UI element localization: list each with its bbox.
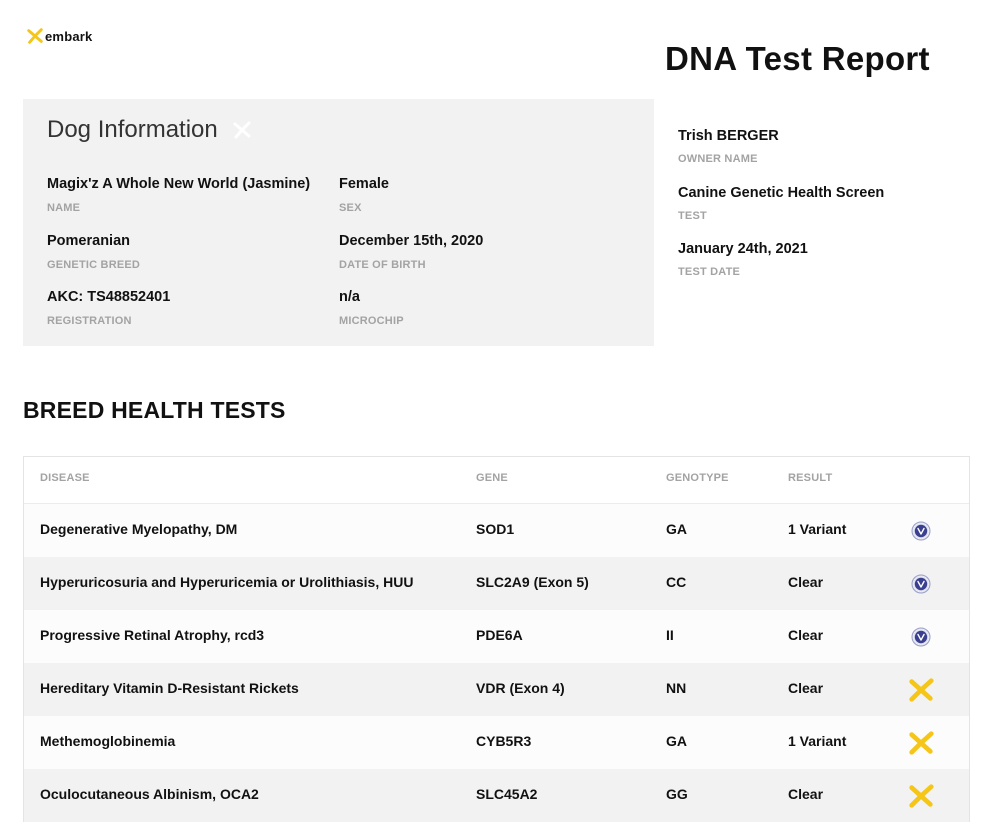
- dog-dob-label: DATE OF BIRTH: [339, 259, 426, 271]
- dog-breed-label: GENETIC BREED: [47, 259, 141, 271]
- table-row: [24, 557, 969, 610]
- dog-registration-value: AKC: TS48852401: [47, 289, 171, 305]
- ofa-seal-icon: [907, 570, 935, 598]
- disease-cell: Progressive Retinal Atrophy, rcd3: [40, 627, 265, 643]
- result-cell: Clear: [788, 627, 824, 643]
- disease-cell: Degenerative Myelopathy, DM: [40, 521, 238, 537]
- disease-cell: Methemoglobinemia: [40, 733, 176, 749]
- table-row: [24, 716, 969, 769]
- test-date-field: [678, 241, 808, 278]
- gene-cell: VDR (Exon 4): [476, 680, 565, 696]
- column-header-genotype: GENOTYPE: [666, 472, 729, 484]
- ofa-seal-icon: [907, 623, 935, 651]
- disease-cell: Oculocutaneous Albinism, OCA2: [40, 786, 259, 802]
- gene-cell: CYB5R3: [476, 733, 532, 749]
- embark-star-icon: [907, 676, 935, 704]
- gene-cell: SOD1: [476, 521, 515, 537]
- dog-name-label: NAME: [47, 202, 81, 214]
- dog-breed-field: [47, 233, 140, 271]
- result-cell: 1 Variant: [788, 733, 847, 749]
- dog-breed-value: Pomeranian: [47, 233, 130, 249]
- test-field: [678, 185, 884, 222]
- dog-information-heading: [47, 116, 252, 144]
- breed-health-tests-title: BREED HEALTH TESTS: [23, 397, 286, 423]
- dog-registration-field: [47, 289, 170, 327]
- test-value: Canine Genetic Health Screen: [678, 185, 885, 201]
- ofa-seal-icon: [907, 517, 935, 545]
- dog-sex-value: Female: [339, 176, 389, 192]
- table-row: [24, 504, 969, 557]
- embark-star-icon: [907, 782, 935, 810]
- genotype-cell: NN: [666, 680, 687, 696]
- table-header: [24, 457, 969, 504]
- dog-dob-field: [339, 233, 483, 271]
- dog-dob-value: December 15th, 2020: [339, 233, 484, 249]
- dog-microchip-field: [339, 289, 404, 327]
- dog-name-field: [47, 176, 310, 214]
- dog-sex-field: [339, 176, 389, 214]
- owner-name-value: Trish BERGER: [678, 128, 779, 144]
- table-row: [24, 663, 969, 716]
- table-row: [24, 769, 969, 822]
- embark-star-faded-icon: [232, 120, 252, 140]
- disease-cell: Hereditary Vitamin D-Resistant Rickets: [40, 680, 299, 696]
- genotype-cell: GG: [666, 786, 688, 802]
- embark-star-icon: [26, 27, 44, 45]
- dog-microchip-label: MICROCHIP: [339, 315, 404, 327]
- embark-star-icon: [907, 729, 935, 757]
- gene-cell: PDE6A: [476, 627, 523, 643]
- dog-name-value: Magix'z A Whole New World (Jasmine): [47, 176, 311, 192]
- result-cell: 1 Variant: [788, 521, 847, 537]
- result-cell: Clear: [788, 786, 824, 802]
- dog-information-title: Dog Information: [47, 116, 218, 143]
- column-header-disease: DISEASE: [40, 472, 90, 484]
- column-header-gene: GENE: [476, 472, 508, 484]
- breed-health-table: [23, 456, 970, 822]
- dog-microchip-value: n/a: [339, 289, 360, 305]
- dog-sex-label: SEX: [339, 202, 362, 214]
- test-date-value: January 24th, 2021: [678, 241, 808, 257]
- genotype-cell: GA: [666, 733, 687, 749]
- genotype-cell: CC: [666, 574, 687, 590]
- result-cell: Clear: [788, 574, 824, 590]
- genotype-cell: GA: [666, 521, 687, 537]
- gene-cell: SLC45A2: [476, 786, 538, 802]
- test-label: TEST: [678, 210, 707, 222]
- owner-field: [678, 128, 779, 165]
- brand-name: embark: [45, 28, 93, 44]
- disease-cell: Hyperuricosuria and Hyperuricemia or Urolithiasis, HUU: [40, 574, 414, 590]
- test-date-label: TEST DATE: [678, 266, 741, 278]
- table-row: [24, 610, 969, 663]
- genotype-cell: II: [666, 627, 674, 643]
- column-header-result: RESULT: [788, 472, 833, 484]
- dog-information-card: [23, 99, 654, 346]
- dog-registration-label: REGISTRATION: [47, 315, 132, 327]
- owner-name-label: OWNER NAME: [678, 153, 758, 165]
- result-cell: Clear: [788, 680, 824, 696]
- report-title: DNA Test Report: [665, 40, 930, 77]
- embark-logo: [26, 27, 92, 45]
- gene-cell: SLC2A9 (Exon 5): [476, 574, 589, 590]
